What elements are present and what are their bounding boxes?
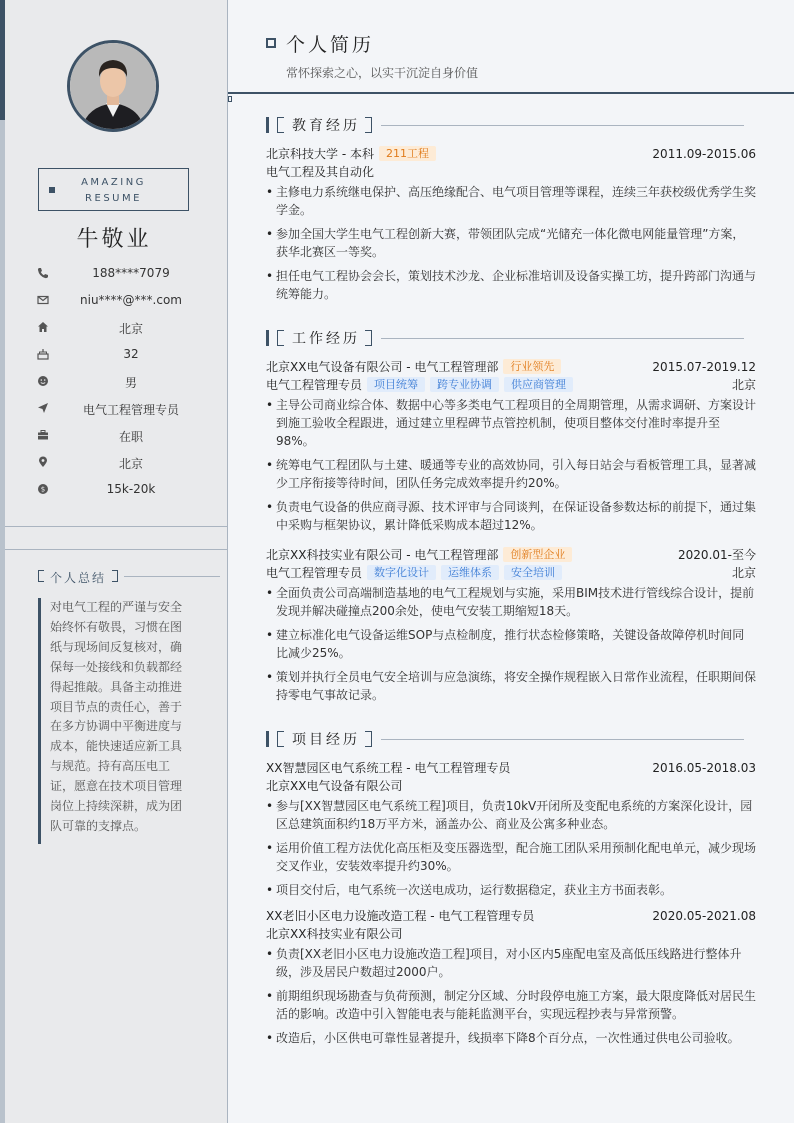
education-bullets bbox=[266, 183, 756, 303]
info-status: 在职 bbox=[118, 430, 143, 444]
heading-rule bbox=[124, 576, 220, 577]
skill-tag: 数字化设计 bbox=[367, 565, 436, 580]
skill-tag: 项目统筹 bbox=[367, 377, 425, 392]
bracket-right-icon bbox=[365, 117, 372, 133]
badge-line-2: RESUME bbox=[85, 193, 142, 204]
list-item: • 参加全国大学生电气工程创新大赛，带领团队完成“光储充一体化微电网能量管理”方案，获华北赛区一等奖。 bbox=[266, 225, 756, 261]
list-item: • 前期组织现场勘查与负荷预测，制定分区域、分时段停电施工方案，最大限度降低对居民生活的影响。改造中引入智能电表与能耗监测平台，实现远程抄表与异常预警。 bbox=[266, 987, 756, 1023]
company-tag: 创新型企业 bbox=[503, 547, 572, 562]
project-name: XX老旧小区电力设施改造工程 - 电气工程管理专员 bbox=[266, 909, 535, 923]
work-date: 2015.07-2019.12 bbox=[652, 360, 756, 374]
info-row-home bbox=[36, 316, 206, 343]
info-row-status bbox=[36, 424, 206, 451]
sidebar-stripe bbox=[0, 0, 5, 1123]
info-row-gender bbox=[36, 370, 206, 397]
heading-rule bbox=[381, 125, 744, 126]
work-company-row bbox=[266, 546, 756, 564]
sidebar-divider bbox=[5, 526, 227, 527]
info-position: 电气工程管理专员 bbox=[82, 403, 179, 417]
bracket-left-icon bbox=[277, 117, 284, 133]
info-row-email bbox=[36, 289, 206, 316]
company-tag: 行业领先 bbox=[503, 359, 561, 374]
svg-text:$: $ bbox=[40, 485, 46, 494]
summary-text: 对电气工程的严谨与安全始终怀有敬畏，习惯在图纸与现场间反复核对，确保每一处接线和负载都经得起推敲。具备主动推进项目节点的责任心，善于在多方协调中平衡进度与成本，能快速适应新工具与规范。持有高压电工证，愿意在技术项目管理岗位上持续深耕，成为团队可靠的支撑点。 bbox=[38, 598, 188, 844]
project-name-row bbox=[266, 907, 756, 925]
project-name: XX智慧园区电气系统工程 - 电气工程管理专员 bbox=[266, 761, 511, 775]
project-org: 北京XX电气设备有限公司 bbox=[266, 779, 403, 793]
list-item: • 项目交付后，电气系统一次送电成功，运行数据稳定，获业主方书面表彰。 bbox=[266, 881, 756, 899]
bracket-left-icon bbox=[277, 330, 284, 346]
list-item: • 运用价值工程方法优化高压柜及变压器选型，配合施工团队采用预制化配电单元，减少现场交叉作业，安装效率提升约30%。 bbox=[266, 839, 756, 875]
education-entry bbox=[266, 145, 756, 309]
bracket-left-icon bbox=[38, 570, 44, 582]
person-name: 牛敬业 bbox=[76, 227, 152, 252]
title-square-icon bbox=[266, 38, 276, 48]
heading-rule bbox=[381, 338, 744, 339]
projects-heading bbox=[266, 729, 744, 749]
work-company-row bbox=[266, 358, 756, 376]
skill-tag: 运维体系 bbox=[441, 565, 499, 580]
list-item: • 主修电力系统继电保护、高压绝缘配合、电气项目管理等课程，连续三年获校级优秀学生奖学金。 bbox=[266, 183, 756, 219]
education-title: 教育经历 bbox=[292, 118, 360, 134]
work-entry-1 bbox=[266, 358, 756, 540]
project-bullets bbox=[266, 945, 756, 1047]
amazing-resume-badge bbox=[38, 168, 189, 211]
project-entry-1 bbox=[266, 759, 756, 905]
bracket-right-icon bbox=[112, 570, 118, 582]
bracket-right-icon bbox=[365, 731, 372, 747]
skill-tag: 供应商管理 bbox=[504, 377, 573, 392]
work-bullets bbox=[266, 396, 756, 534]
list-item: • 统筹电气工程团队与土建、暖通等专业的高效协同，引入每日站会与看板管理工具，显著减少工序衔接等待时间，团队任务完成效率提升约20%。 bbox=[266, 456, 756, 492]
info-email: niu****@***.com bbox=[80, 293, 182, 307]
work-company: 北京XX科技实业有限公司 - 电气工程管理部 bbox=[266, 548, 499, 562]
info-row-phone bbox=[36, 262, 206, 289]
list-item: • 负责电气设备的供应商寻源、技术评审与合同谈判，在保证设备参数达标的前提下，通过集中采购与框架协议，累计降低采购成本超过12%。 bbox=[266, 498, 756, 534]
list-item: • 主导公司商业综合体、数据中心等多类电气工程项目的全周期管理，从需求调研、方案设计到施工验收全程跟进，通过建立里程碑节点管控机制，使项目整体交付准时率提升至98%。 bbox=[266, 396, 756, 450]
briefcase-icon bbox=[36, 429, 50, 443]
info-location: 北京 bbox=[118, 457, 143, 471]
summary-heading bbox=[38, 568, 188, 586]
badge-line-1: AMAZING bbox=[81, 177, 146, 188]
list-item: • 全面负责公司高端制造基地的电气工程规划与实施，采用BIM技术进行管线综合设计，提前发现并解决碰撞点200余处，使电气安装工期缩短18天。 bbox=[266, 584, 756, 620]
project-date: 2016.05-2018.03 bbox=[652, 761, 756, 775]
coin-icon bbox=[36, 483, 50, 497]
info-row-salary bbox=[36, 478, 206, 505]
mail-icon bbox=[36, 294, 50, 308]
info-row-location bbox=[36, 451, 206, 478]
info-age: 32 bbox=[123, 347, 139, 361]
work-role: 电气工程管理专员 bbox=[266, 566, 363, 580]
project-org: 北京XX科技实业有限公司 bbox=[266, 927, 403, 941]
project-name-row bbox=[266, 759, 756, 777]
list-item: • 策划并执行全员电气安全培训与应急演练，将安全操作规程嵌入日常作业流程，任职期间保持零电气事故记录。 bbox=[266, 668, 756, 704]
work-entry-2 bbox=[266, 546, 756, 710]
header-marker-icon bbox=[228, 96, 232, 102]
sidebar-divider bbox=[5, 549, 227, 550]
work-location: 北京 bbox=[731, 378, 756, 392]
work-location: 北京 bbox=[731, 566, 756, 580]
education-date: 2011.09-2015.06 bbox=[652, 147, 756, 161]
work-company: 北京XX电气设备有限公司 - 电气工程管理部 bbox=[266, 360, 499, 374]
bracket-left-icon bbox=[277, 731, 284, 747]
list-item: • 担任电气工程协会会长，策划技术沙龙、企业标准培训及设备实操工坊，提升跨部门沟通与统筹能力。 bbox=[266, 267, 756, 303]
badge-square-icon bbox=[49, 187, 55, 193]
sidebar-stripe-accent bbox=[0, 0, 5, 120]
avatar bbox=[67, 40, 159, 132]
heading-rule bbox=[381, 739, 744, 740]
location-icon bbox=[36, 456, 50, 470]
info-phone: 188****7079 bbox=[92, 266, 170, 280]
send-icon bbox=[36, 402, 50, 416]
projects-title: 项目经历 bbox=[292, 732, 360, 748]
bracket-right-icon bbox=[365, 330, 372, 346]
work-bullets bbox=[266, 584, 756, 704]
page-subtitle: 常怀探索之心，以实干沉淀自身价值 bbox=[286, 66, 479, 80]
work-heading bbox=[266, 328, 744, 348]
education-school-row bbox=[266, 145, 756, 163]
section-bar-icon bbox=[266, 330, 269, 346]
summary-title: 个人总结 bbox=[50, 571, 107, 585]
cake-icon bbox=[36, 348, 50, 362]
work-role-row bbox=[266, 376, 756, 394]
list-item: • 建立标准化电气设备运维SOP与点检制度，推行状态检修策略，关键设备故障停机时间同比减少25%。 bbox=[266, 626, 756, 662]
home-icon bbox=[36, 321, 50, 335]
section-bar-icon bbox=[266, 731, 269, 747]
info-home: 北京 bbox=[118, 322, 143, 336]
education-tag: 211工程 bbox=[379, 146, 436, 161]
info-row-position bbox=[36, 397, 206, 424]
project-date: 2020.05-2021.08 bbox=[652, 909, 756, 923]
info-row-age bbox=[36, 343, 206, 370]
info-gender: 男 bbox=[124, 376, 137, 390]
skill-tag: 跨专业协调 bbox=[430, 377, 499, 392]
project-bullets bbox=[266, 797, 756, 899]
phone-icon bbox=[36, 267, 50, 281]
list-item: • 负责[XX老旧小区电力设施改造工程]项目，对小区内5座配电室及高低压线路进行整体升级，涉及居民户数超过2000户。 bbox=[266, 945, 756, 981]
info-salary: 15k-20k bbox=[106, 482, 156, 496]
project-entry-2 bbox=[266, 907, 756, 1053]
list-item: • 参与[XX智慧园区电气系统工程]项目，负责10kV开闭所及变配电系统的方案深化设计，园区总建筑面积约18万平方米，涵盖办公、商业及公寓多种业态。 bbox=[266, 797, 756, 833]
resume-header bbox=[228, 0, 794, 94]
work-role-row bbox=[266, 564, 756, 582]
work-role: 电气工程管理专员 bbox=[266, 378, 363, 392]
skill-tag: 安全培训 bbox=[504, 565, 562, 580]
sidebar bbox=[0, 0, 228, 1123]
avatar-portrait-icon bbox=[70, 43, 156, 129]
contact-info-list bbox=[36, 262, 206, 505]
education-major: 电气工程及其自动化 bbox=[266, 165, 375, 179]
education-school: 北京科技大学 - 本科 bbox=[266, 147, 374, 161]
page-title: 个人简历 bbox=[286, 34, 375, 56]
list-item: • 改造后，小区供电可靠性显著提升，线损率下降8个百分点，一次性通过供电公司验收。 bbox=[266, 1029, 756, 1047]
face-icon bbox=[36, 375, 50, 389]
section-bar-icon bbox=[266, 117, 269, 133]
work-date: 2020.01-至今 bbox=[678, 548, 756, 562]
work-title: 工作经历 bbox=[292, 331, 360, 347]
education-heading bbox=[266, 115, 744, 135]
